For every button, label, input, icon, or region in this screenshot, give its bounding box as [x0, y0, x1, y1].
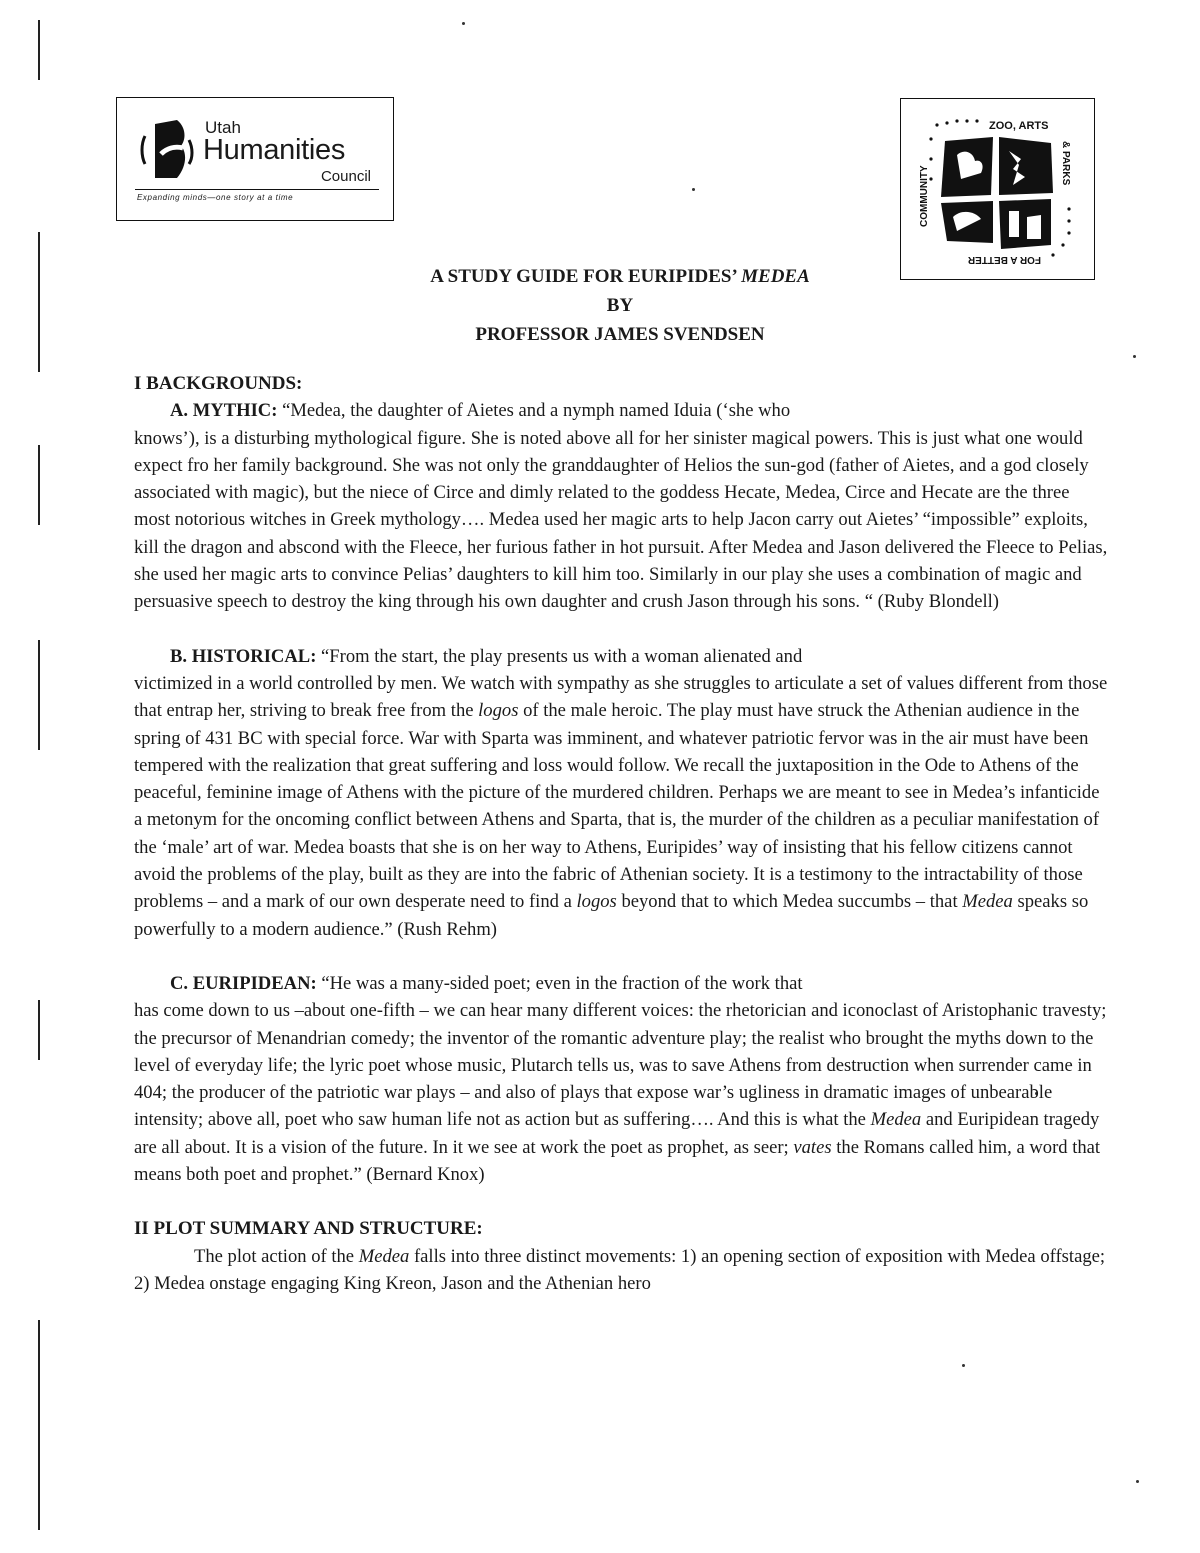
utah-humanities-logo	[116, 97, 394, 221]
euripidean-line-1: “He was a many-sided poet; even in the fraction of the work that	[316, 972, 803, 994]
label-historical: B. HISTORICAL:	[170, 645, 317, 667]
historical-body-c: beyond that to which Medea succumbs – that	[616, 891, 963, 913]
scan-speck	[462, 22, 465, 25]
work-title-medea: Medea	[962, 891, 1013, 913]
plot-body-b: falls into three distinct movements: 1) an opening section of exposition with Medea offstage; 2) Medea onstage engaging King Kreon, Jason and the Athenian hero	[134, 1245, 1106, 1294]
org-name-sub: Council	[320, 168, 371, 185]
euripidean-body-c: the Romans called him, a word that means both poet and prophet.” (Bernard Knox)	[134, 1136, 1101, 1186]
mythic-body: knows’), is a disturbing mythological figure. She is noted above all for her sinister magical powers. This is just what one would expect fro her family background. She was not only the granddaughter of Helios the sun-god (father of Aietes, and a god closely associated with magic), but the niece of Circe and dimly related to the goddess Hecate, Medea, Circe and Hecate are the three most notorious witches in Greek mythology…. Medea used her magic arts to help Jacon carry out Aietes’ “impossible” exploits, kill the dragon and abscond with the Fleece, her furious father in hot pursuit. After Medea and Jason delivered the Fleece to Pelias, she used her magic arts to convince Pelias’ daughters to kill him too. Similarly in our play she uses a combination of magic and persuasive speech to destroy the king through his own daughter and crush Jason through his sons. “ (Ruby Blondell)	[134, 427, 1108, 613]
indent	[134, 1246, 194, 1267]
euripidean-body-a: has come down to us –about one-fifth – we can hear many different voices: the rhetorician and iconoclast of Aristophanic travesty; the precursor of Menandrian comedy; the inventor of the romantic adventure play; the realist who brought the myths down to the level of everyday life; the lyric poet whose music, Plutarch tells us, was to save Athens from destruction when surrender came in 404; the producer of the patriotic war plays – and also of plays that expose war’s ugliness in dramatic images of unbearable intensity; above all, poet who saw human life not as action but as suffering…. And this is what the	[134, 1000, 1107, 1131]
scan-speck	[692, 188, 695, 191]
document-body	[134, 370, 1109, 1324]
document-title	[0, 262, 1200, 349]
humanities-mark-icon	[137, 118, 197, 182]
scan-speck	[1136, 1480, 1139, 1483]
scan-edge-mark	[38, 20, 40, 80]
euripidean-body-b: and Euripidean tragedy are all about. It is a vision of the future. In it we see at work the poet as prophet, as seer;	[134, 1109, 1100, 1158]
zap-community-logo	[900, 98, 1095, 280]
indent	[134, 973, 170, 994]
svg-text:ZOO, ARTS: ZOO, ARTS	[989, 120, 1049, 132]
scan-speck	[962, 1364, 965, 1367]
title-work: MEDEA	[741, 266, 810, 287]
term-logos: logos	[478, 700, 519, 722]
historical-line-1: “From the start, the play presents us with a woman alienated and	[316, 645, 803, 667]
svg-text:& PARKS: & PARKS	[1060, 141, 1071, 186]
zap-emblem-icon	[901, 99, 1096, 281]
org-name-main: Humanities	[203, 134, 346, 166]
section-heading-plot: II PLOT SUMMARY AND STRUCTURE:	[134, 1218, 483, 1240]
paragraph-plot	[134, 1243, 1109, 1298]
scan-edge-mark	[38, 640, 40, 750]
svg-text:COMMUNITY: COMMUNITY	[919, 165, 930, 227]
historical-body-a: victimized in a world controlled by men. We watch with sympathy as she struggles to articulate a set of values different from those that entrap her, striving to break free from the	[134, 672, 1108, 722]
paragraph-euripidean	[134, 970, 1109, 1188]
paragraph-historical	[134, 643, 1109, 943]
label-euripidean: C. EURIPIDEAN:	[170, 972, 317, 994]
mythic-line-1: “Medea, the daughter of Aietes and a nymph named Iduia (‘she who	[277, 400, 791, 422]
scan-edge-mark	[38, 445, 40, 525]
plot-body-a: The plot action of the	[194, 1245, 359, 1267]
historical-body-d: speaks so powerfully to a modern audience.” (Rush Rehm)	[134, 891, 1089, 940]
title-author: PROFESSOR JAMES SVENDSEN	[475, 324, 765, 345]
term-logos: logos	[576, 891, 617, 913]
scan-edge-mark	[38, 1320, 40, 1530]
work-title-medea: Medea	[870, 1109, 922, 1131]
title-prefix: A STUDY GUIDE FOR EURIPIDES’	[430, 266, 742, 287]
logo-tagline: Expanding minds—one story at a time	[137, 193, 294, 202]
org-name-top: Utah	[205, 118, 241, 137]
scan-edge-mark	[38, 1000, 40, 1060]
scan-speck	[1133, 355, 1136, 358]
svg-text:FOR A BETTER: FOR A BETTER	[967, 254, 1041, 265]
label-mythic: A. MYTHIC:	[170, 400, 278, 422]
title-line-1	[0, 262, 1200, 291]
work-title-medea: Medea	[358, 1245, 410, 1267]
term-vates: vates	[793, 1136, 832, 1158]
paragraph-mythic	[134, 397, 1109, 615]
indent	[134, 646, 170, 667]
historical-body-b: of the male heroic. The play must have struck the Athenian audience in the spring of 431 BC with special force. War with Sparta was imminent, and whatever patriotic fervor was in the air must have been tempered with the realization that great suffering and loss would follow. We recall the juxtaposition in the Ode to Athens of the peaceful, feminine image of Athens with the picture of the murdered children. Perhaps we are meant to see in Medea’s infanticide a metonym for the oncoming conflict between Athens and Sparta, that is, the murder of the children as a peculiar manifestation of the ‘male’ art of war. Medea boasts that she is on her way to Athens, Euripides’ way of insisting that his fellow citizens cannot avoid the problems of the play, built as they are into the fabric of Athenian society. It is a testimony to the intractability of those problems – and a mark of our own desperate need to find a	[134, 700, 1100, 913]
logo-divider	[135, 189, 379, 190]
indent	[134, 400, 170, 421]
title-line-2: BY	[606, 295, 634, 316]
section-heading-backgrounds: I BACKGROUNDS:	[134, 373, 303, 394]
